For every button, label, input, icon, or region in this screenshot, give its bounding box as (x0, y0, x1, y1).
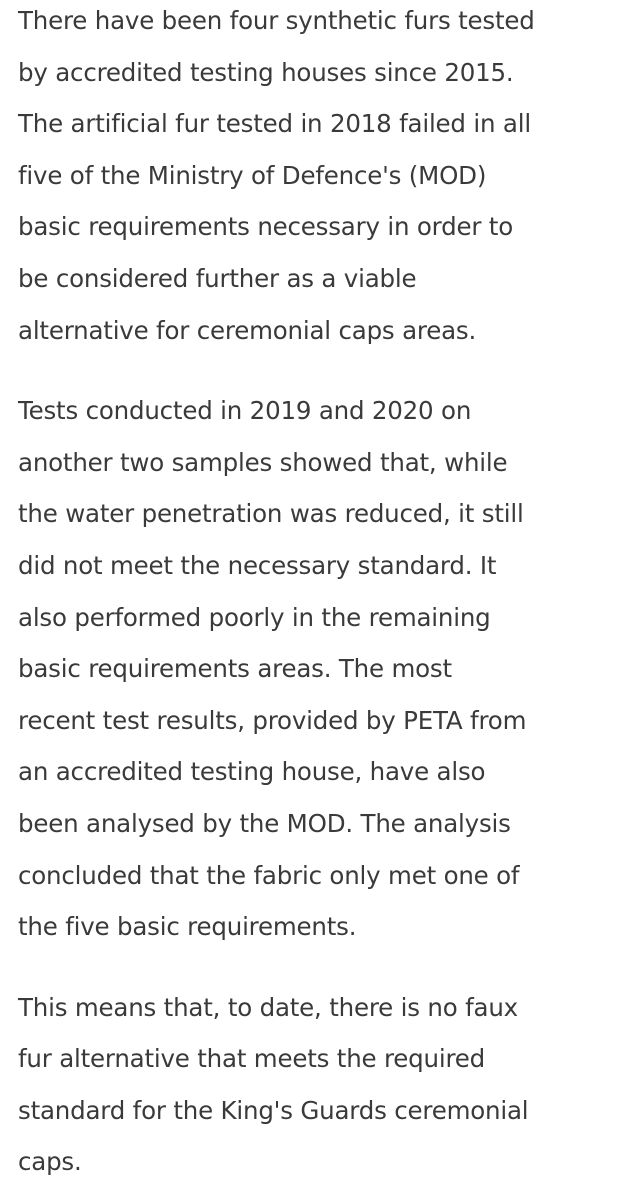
paragraph-2019-2020-tests (18, 385, 610, 953)
paragraph-line: Tests conducted in 2019 and 2020 on (18, 396, 472, 426)
paragraph-line: an accredited testing house, have also (18, 757, 486, 787)
paragraph-conclusion (18, 982, 610, 1188)
paragraph-line: the five basic requirements. (18, 912, 357, 942)
paragraph-spacing (18, 356, 610, 385)
paragraph-line: be considered further as a viable (18, 263, 417, 293)
paragraph-line: basic requirements necessary in order to (18, 212, 514, 242)
paragraph-line: This means that, to date, there is no faux (18, 992, 518, 1022)
paragraph-line: alternative for ceremonial caps areas. (18, 315, 477, 345)
paragraph-line: fur alternative that meets the required (18, 1044, 486, 1074)
paragraph-line: caps. (18, 1147, 82, 1177)
paragraph-line: recent test results, provided by PETA from (18, 705, 527, 735)
paragraph-line: another two samples showed that, while (18, 447, 508, 477)
paragraph-line: been analysed by the MOD. The analysis (18, 808, 511, 838)
paragraph-line: the water penetration was reduced, it still (18, 499, 524, 529)
paragraph-line: five of the Ministry of Defence's (MOD) (18, 160, 487, 190)
paragraph-line: by accredited testing houses since 2015. (18, 57, 514, 87)
paragraph-line: also performed poorly in the remaining (18, 602, 491, 632)
paragraph-line: did not meet the necessary standard. It (18, 550, 497, 580)
paragraph-line: basic requirements areas. The most (18, 654, 452, 684)
article-body (18, 0, 610, 1188)
paragraph-line: The artificial fur tested in 2018 failed in all (18, 109, 531, 139)
paragraph-spacing (18, 953, 610, 982)
paragraph-synthetic-furs-tests (18, 0, 610, 356)
paragraph-line: concluded that the fabric only met one of (18, 860, 520, 890)
paragraph-line: There have been four synthetic furs tested (18, 6, 535, 35)
paragraph-line: standard for the King's Guards ceremonial (18, 1095, 529, 1125)
